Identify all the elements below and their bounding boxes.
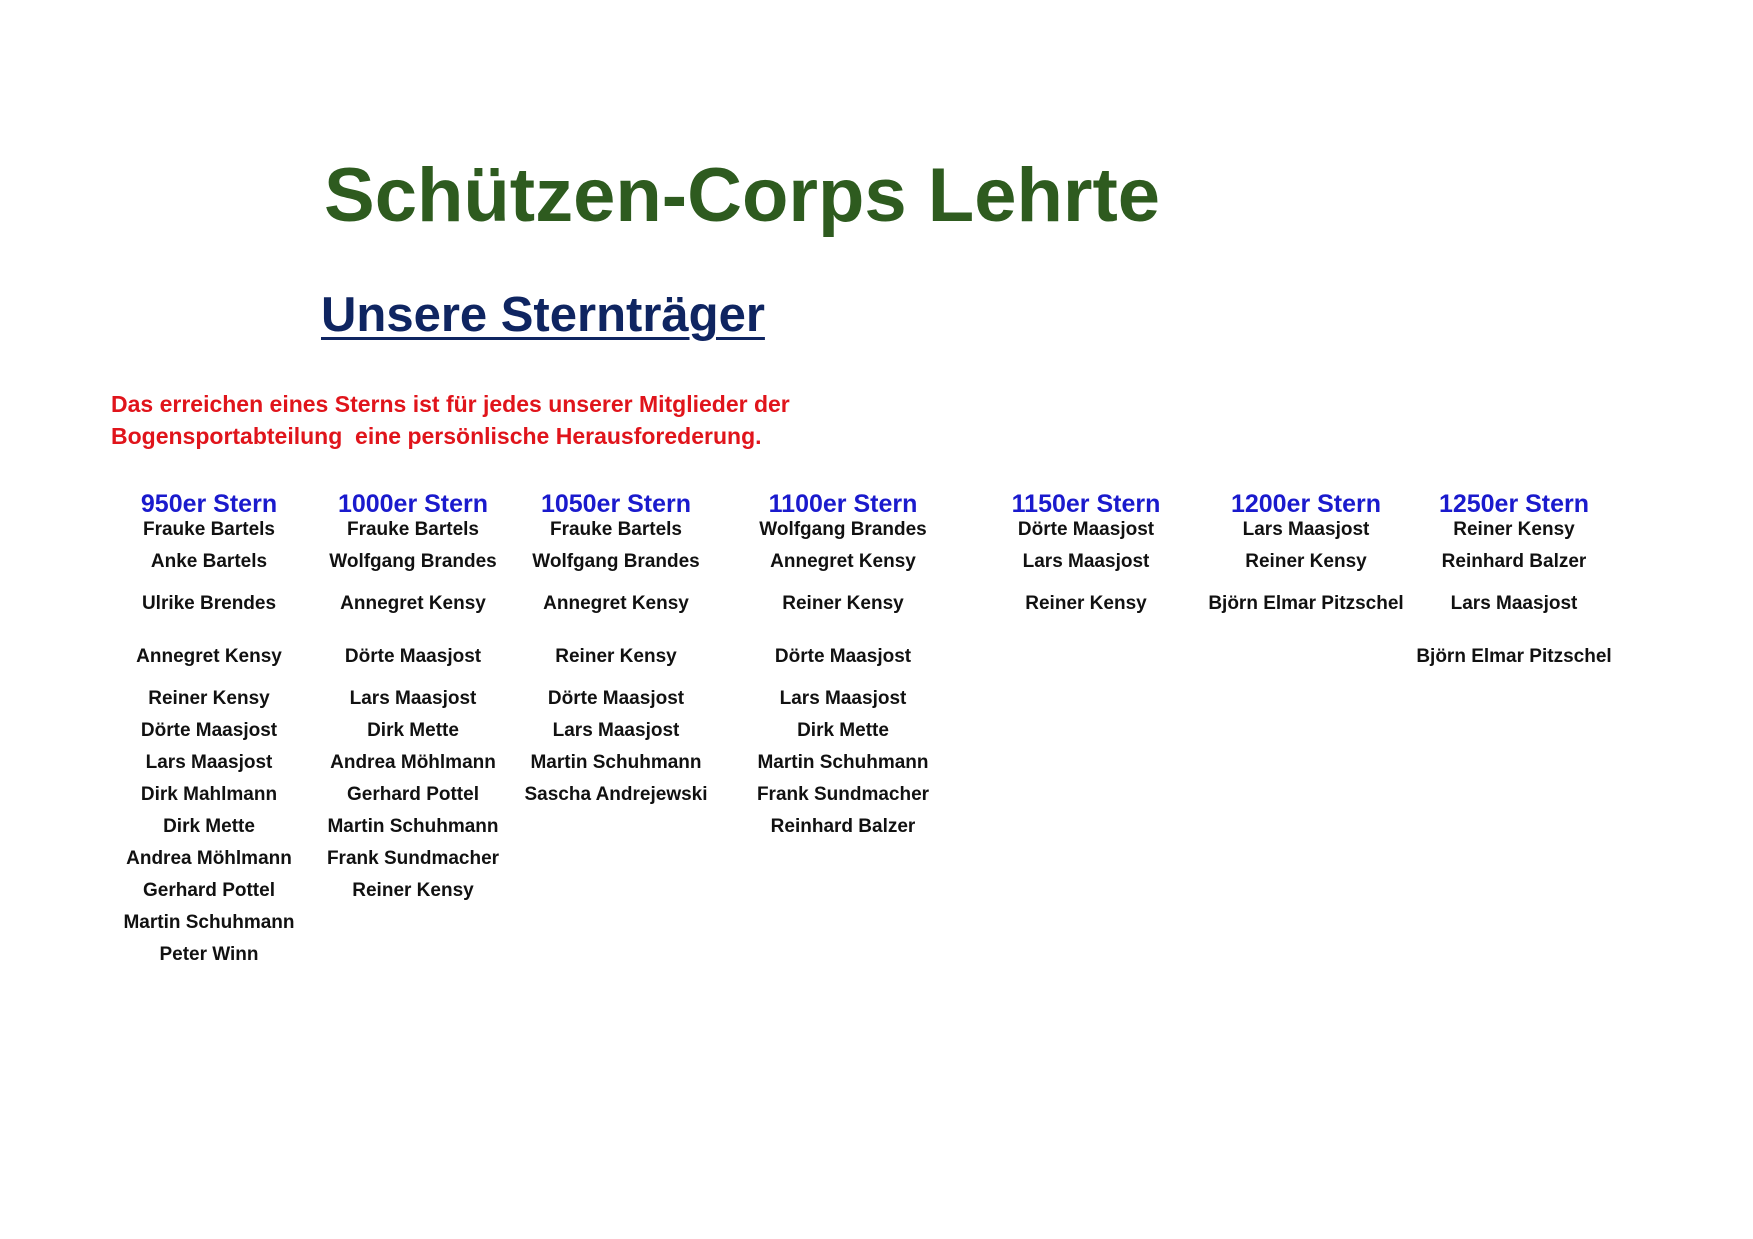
member-name: Reiner Kensy [555, 646, 677, 667]
member-name: Lars Maasjost [349, 688, 477, 709]
member-name: Annegret Kensy [340, 593, 486, 614]
member-name: Reinhard Balzer [770, 816, 916, 837]
member-name: Martin Schuhmann [757, 752, 929, 773]
member-name: Dirk Mette [367, 720, 459, 741]
member-name: Annegret Kensy [543, 593, 689, 614]
intro-text [111, 388, 790, 452]
star-column [496, 488, 736, 805]
member-name: Sascha Andrejewski [524, 784, 708, 805]
member-name: Lars Maasjost [552, 720, 680, 741]
member-name: Andrea Möhlmann [126, 848, 292, 869]
member-name: Lars Maasjost [1242, 519, 1370, 540]
member-name: Ulrike Brendes [141, 593, 277, 614]
star-column-heading: 1250er Stern [1438, 490, 1590, 518]
member-name: Martin Schuhmann [530, 752, 702, 773]
member-name: Frauke Bartels [142, 519, 275, 540]
member-name: Annegret Kensy [770, 551, 916, 572]
member-name: Frauke Bartels [346, 519, 479, 540]
member-name: Reiner Kensy [1025, 593, 1147, 614]
member-name: Lars Maasjost [145, 752, 273, 773]
intro-line: Bogensportabteilung eine persönlische Herausforederung. [111, 423, 762, 449]
star-column [723, 488, 963, 837]
member-name: Frank Sundmacher [326, 848, 500, 869]
member-name: Reinhard Balzer [1441, 551, 1587, 572]
page-title: Schützen-Corps Lehrte [324, 153, 1161, 238]
member-name: Dirk Mette [797, 720, 889, 741]
member-name: Martin Schuhmann [327, 816, 499, 837]
member-name: Reiner Kensy [352, 880, 474, 901]
star-column-heading: 1050er Stern [540, 490, 692, 518]
member-name: Reiner Kensy [1453, 519, 1575, 540]
star-column [966, 488, 1206, 614]
intro-line: Das erreichen eines Sterns ist für jedes unserer Mitglieder der [111, 391, 790, 417]
member-name: Reiner Kensy [148, 688, 270, 709]
star-column [1394, 488, 1634, 667]
member-name: Dörte Maasjost [140, 720, 278, 741]
member-name: Dörte Maasjost [774, 646, 912, 667]
member-name: Dirk Mette [163, 816, 255, 837]
star-column-heading: 1000er Stern [337, 490, 489, 518]
member-name: Lars Maasjost [1022, 551, 1150, 572]
member-name: Dörte Maasjost [547, 688, 685, 709]
star-column [1186, 488, 1426, 614]
member-name: Dörte Maasjost [344, 646, 482, 667]
page-subtitle: Unsere Sternträger [321, 288, 765, 342]
member-name: Gerhard Pottel [143, 880, 275, 901]
member-name: Annegret Kensy [136, 646, 282, 667]
member-name: Wolfgang Brandes [329, 551, 497, 572]
member-name: Frauke Bartels [549, 519, 682, 540]
member-name: Reiner Kensy [1245, 551, 1367, 572]
member-name: Björn Elmar Pitzschel [1208, 593, 1404, 614]
member-name: Dörte Maasjost [1017, 519, 1155, 540]
star-column-heading: 1100er Stern [768, 490, 918, 518]
star-column-heading: 950er Stern [140, 490, 278, 518]
member-name: Peter Winn [159, 944, 259, 965]
member-name: Reiner Kensy [782, 593, 904, 614]
member-name: Lars Maasjost [779, 688, 907, 709]
member-name: Björn Elmar Pitzschel [1416, 646, 1612, 667]
member-name: Gerhard Pottel [347, 784, 479, 805]
member-name: Andrea Möhlmann [330, 752, 496, 773]
member-name: Wolfgang Brandes [532, 551, 700, 572]
member-name: Anke Bartels [150, 551, 268, 572]
star-column-heading: 1200er Stern [1230, 490, 1382, 518]
star-column-heading: 1150er Stern [1011, 490, 1161, 518]
member-name: Dirk Mahlmann [140, 784, 278, 805]
member-name: Martin Schuhmann [123, 912, 295, 933]
member-name: Lars Maasjost [1450, 593, 1578, 614]
member-name: Wolfgang Brandes [759, 519, 927, 540]
member-name: Frank Sundmacher [756, 784, 930, 805]
